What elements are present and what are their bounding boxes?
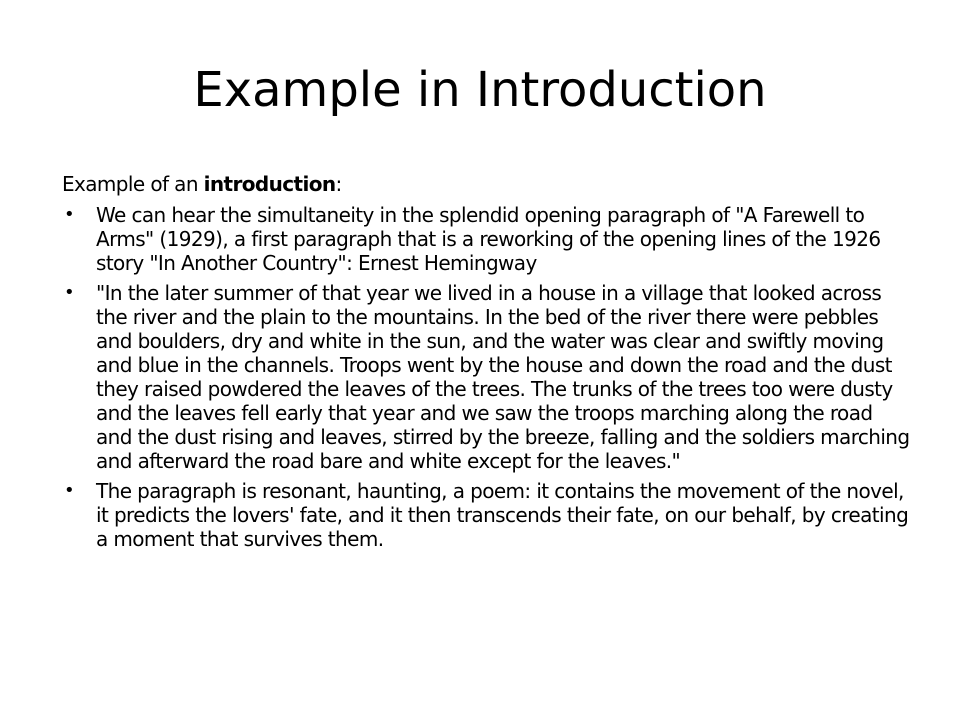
- slide-body: [62, 172, 912, 557]
- intro-prefix: Example of an: [62, 172, 204, 196]
- bullet-item: [62, 479, 912, 551]
- bullet-text: We can hear the simultaneity in the splendid opening paragraph of "A Farewell to Arms" (1929), a first paragraph that is a reworking of the opening lines of the 1926 story "In Another Country": Ernest Hemingway: [96, 203, 881, 275]
- intro-bold-word: introduction: [203, 172, 336, 196]
- bullet-list: [62, 203, 912, 551]
- bullet-icon: •: [64, 282, 75, 303]
- bullet-icon: •: [64, 480, 75, 501]
- intro-suffix: :: [335, 172, 342, 196]
- bullet-icon: •: [64, 204, 75, 225]
- slide-title: Example in Introduction: [193, 62, 767, 118]
- intro-line: [62, 172, 912, 196]
- bullet-text: "In the later summer of that year we lived in a house in a village that looked across the river and the plain to the mountains. In the bed of the river there were pebbles and boulders, dry and white in the sun, and the water was clear and swiftly moving and blue in the channels. Troops went by the house and down the road and the dust they raised powdered the leaves of the trees. The trunks of the trees too were dusty and the leaves fell early that year and we saw the troops marching along the road and the dust rising and leaves, stirred by the breeze, falling and the soldiers marching and afterward the road bare and white except for the leaves.": [96, 281, 910, 473]
- bullet-text: The paragraph is resonant, haunting, a poem: it contains the movement of the novel, it predicts the lovers' fate, and it then transcends their fate, on our behalf, by creating a moment that survives them.: [96, 479, 909, 551]
- bullet-item: [62, 203, 912, 275]
- bullet-item: [62, 281, 912, 473]
